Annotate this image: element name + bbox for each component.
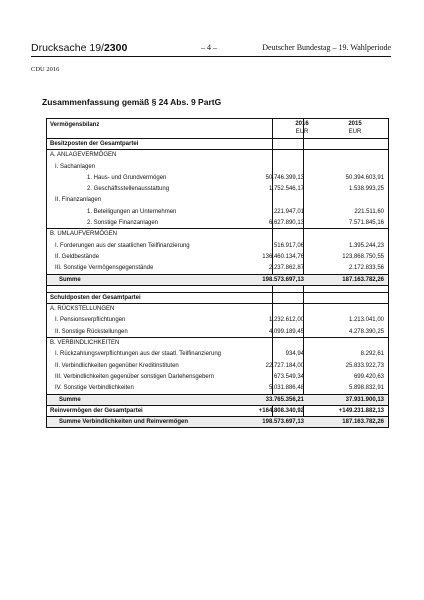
balance-sheet-table [46,118,389,428]
table-row [47,360,388,371]
parliament-period: Deutscher Bundestag – 19. Wahlperiode [262,43,391,52]
value-2015: 4.278.390,25 [348,328,384,335]
value-2015: 699.420,63 [353,373,384,380]
value-2016: 50.746.399,13 [265,174,304,181]
row-label: IV. Sonstige Verbindlichkeiten [55,385,134,392]
table-row [47,292,388,303]
row-label: Summe [59,396,81,403]
row-label: 2. Geschäftsstellenausstattung [87,186,170,193]
table-row [47,394,388,405]
value-2015: 8.292,61 [360,351,384,358]
table-row [47,337,388,348]
value-2016: 136.460.134,76 [262,253,304,260]
table-row [47,382,388,393]
table-row [47,206,388,217]
row-label: A. RÜCKSTELLUNGEN [50,306,115,313]
row-label: 1. Beteiligungen an Unternehmen [87,208,177,215]
value-2015: 2.172.833,56 [348,265,384,272]
value-2015: 221.511,60 [354,208,384,215]
table-row [47,240,388,251]
table-row [47,303,388,314]
year-2016-header: 2016 [295,121,309,127]
year-2015-header: 2015 [348,121,362,127]
currency-2015: EUR [348,129,362,135]
value-2016: 198.573.697,13 [262,419,304,426]
table-row [47,405,388,416]
value-2015: 7.571.845,16 [348,220,384,227]
header-rule [31,56,391,57]
section-title: Zusammenfassung gemäß § 24 Abs. 9 PartG [42,97,222,107]
table-row [47,228,388,239]
value-2016: 934,94 [285,351,304,358]
value-2016: 198.573.697,13 [262,276,304,283]
table-row [47,348,388,359]
value-2015: 187.163.782,26 [342,419,384,426]
row-label: I. Forderungen aus der staatlichen Teilfinanzierung [55,242,190,249]
row-label: I. Sachanlagen [55,163,96,170]
value-2016: 1.232.612,00 [268,317,304,324]
document-number: Drucksache 19/2300 [31,42,128,54]
table-row [47,326,388,337]
table-row [47,194,388,205]
party-label: CDU 2016 [31,66,60,73]
value-2016: 4.099.189,45 [268,328,304,335]
value-2016: 5.031.886,48 [268,385,304,392]
table-row [47,274,388,285]
value-2015: 1.395.244,23 [348,242,384,249]
row-label: Besitzposten der Gesamtpartei [50,141,139,147]
value-2016: 2.237.862,87 [268,265,304,272]
row-label: B. VERBINDLICHKEITEN [50,340,120,347]
value-2016: 1.752.546,17 [268,186,304,193]
row-label: II. Verbindlichkeiten gegenüber Kreditinstituten [55,362,179,369]
table-row [47,217,388,228]
value-2016: 33.765.356,21 [265,396,304,403]
row-label: Summe Verbindlichkeiten und Reinvermögen [59,419,189,426]
table-heading: Vermögensbilanz [50,122,100,128]
table-row [47,149,388,160]
table-row [47,371,388,382]
table-body [47,138,388,427]
value-2015: 1.538.993,25 [348,186,384,193]
value-2016: 221.947,01 [273,208,304,215]
value-2016: 673.549,34 [273,373,304,380]
table-row [47,262,388,273]
value-2015: 123.868.750,55 [342,253,384,260]
value-2015: 50.394.603,91 [345,174,384,181]
table-header-row [47,119,388,138]
row-label: II. Finanzanlagen [55,197,102,204]
value-2015: 187.163.782,26 [342,276,384,283]
table-row [47,172,388,183]
table-row [47,314,388,325]
table-row [47,251,388,262]
table-row [47,161,388,172]
row-label: 1. Haus- und Grundvermögen [87,174,167,181]
row-label: Schuldposten der Gesamtpartei [50,294,141,301]
row-label: 2. Sonstige Finanzanlagen [87,220,159,227]
row-label: Summe [59,276,81,283]
table-row [47,285,388,292]
currency-2016: EUR [295,129,309,135]
value-2015: 5.898.832,91 [348,385,384,392]
row-label: II. Sonstige Rückstellungen [55,328,128,335]
row-label: B. UMLAUFVERMÖGEN [50,231,118,238]
row-label: III. Verbindlichkeiten gegenüber sonstigen Darlehensgebern [55,373,215,380]
row-label: I. Pensionsverpflichtungen [55,317,126,324]
value-2016: 516.917,06 [273,242,304,249]
value-2015: +149.231.882,13 [338,407,384,414]
table-row [47,416,388,427]
table-row [47,183,388,194]
row-label: Reinvermögen der Gesamtpartei [50,407,143,414]
row-label: II. Geldbestände [55,253,100,260]
row-label: A. ANLAGEVERMÖGEN [50,152,117,159]
page-number: – 4 – [201,43,217,52]
row-label: III. Sonstige Vermögensgegenstände [55,265,154,272]
value-2016: 22.727.184,00 [265,362,304,369]
value-2015: 25.833.922,73 [345,362,384,369]
value-2016: 6.627.890,13 [268,220,304,227]
value-2016: +164.808.340,92 [258,407,304,414]
row-label: I. Rückzahlungsverpflichtungen aus der staatl. Teilfinanzierung [55,351,221,358]
value-2015: 37.931.900,13 [345,396,384,403]
table-row [47,138,388,149]
value-2015: 1.213.041,00 [348,317,384,324]
